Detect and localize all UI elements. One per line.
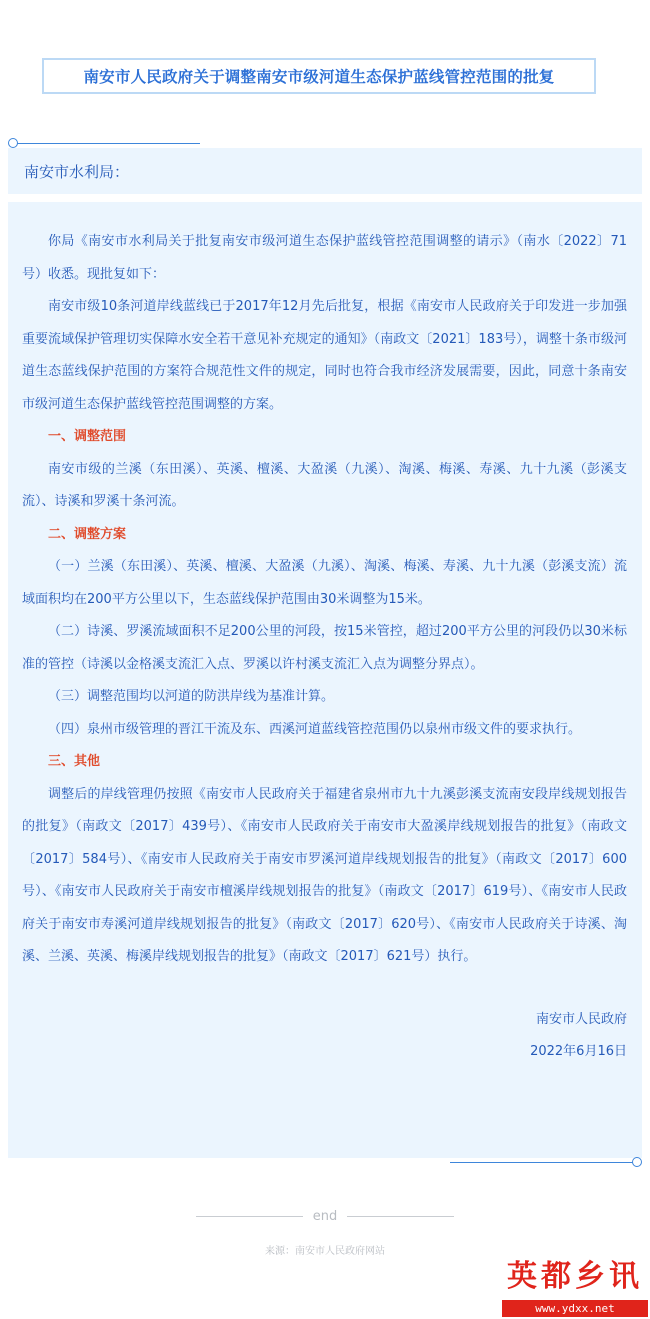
end-divider (196, 1207, 454, 1225)
section-heading-other: 三、其他 (48, 754, 101, 769)
site-watermark-logo (500, 1260, 650, 1319)
paragraph-other: 调整后的岸线管理仍按照《南安市人民政府关于福建省泉州市九十九溪彭溪支流南安段岸线规划报告的批复》（南政文〔2017〕439号）、《南安市人民政府关于南安市大盈溪岸线规划报告的批复》（南政文〔2017〕584号）、《南安市人民政府关于南安市罗溪河道岸线规划报告的批复》（南政文〔2017〕600号）、《南安市人民政府关于南安市檀溪岸线规划报告的批复》（南政文〔2017〕619号）、《南安市人民政府关于南安市寿溪河道岸线规划报告的批复》（南政文〔2017〕620号）、《南安市人民政府关于诗溪、淘溪、兰溪、英溪、梅溪岸线规划报告的批复》（南政文〔2017〕621号）执行。 (22, 786, 627, 964)
paragraph-background: 南安市级10条河道岸线蓝线已于2017年12月先后批复，根据《南安市人民政府关于印发进一步加强重要流域保护管理切实保障水安全若干意见补充规定的通知》（南政文〔2021〕183号），调整十条市级河道生态蓝线保护范围的方案符合规范性文件的规定，同时也符合我市经济发展需要，因此，同意十条南安市级河道生态保护蓝线管控范围调整的方案。 (22, 299, 627, 412)
divider (450, 1162, 633, 1163)
document-body (8, 202, 642, 1158)
decorative-line-bottom (450, 1157, 642, 1167)
section-heading-plan: 二、调整方案 (48, 526, 127, 542)
paragraph-intro: 你局《南安市水利局关于批复南安市级河道生态保护蓝线管控范围调整的请示》（南水〔2022〕71号）收悉。现批复如下： (22, 234, 627, 282)
document-title-box (42, 58, 596, 94)
signature-org: 南安市人民政府 (535, 1011, 627, 1027)
source-credit: 来源：南安市人民政府网站 (265, 1246, 385, 1257)
paragraph-plan-3: （三）调整范围均以河道的防洪岸线为基准计算。 (48, 689, 335, 704)
divider (17, 143, 200, 144)
end-label: end (312, 1208, 338, 1224)
addressee: 南安市水利局： (24, 162, 130, 181)
divider (347, 1216, 454, 1217)
signature-date: 2022年6月16日 (530, 1044, 627, 1059)
circle-icon (632, 1157, 642, 1167)
watermark-title: 英都乡讯 (507, 1259, 643, 1294)
paragraph-plan-1: （一）兰溪（东田溪）、英溪、檀溪、大盈溪（九溪）、淘溪、梅溪、寿溪、九十九溪（彭溪支流）流域面积均在200平方公里以下，生态蓝线保护范围由30米调整为15米。 (22, 559, 627, 607)
divider (196, 1216, 303, 1217)
paragraph-plan-4: （四）泉州市级管理的晋江干流及东、西溪河道蓝线管控范围仍以泉州市级文件的要求执行。 (48, 721, 582, 737)
paragraph-scope: 南安市级的兰溪（东田溪）、英溪、檀溪、大盈溪（九溪）、淘溪、梅溪、寿溪、九十九溪（彭溪支流）、诗溪和罗溪十条河流。 (22, 461, 627, 509)
addressee-panel (8, 148, 642, 194)
watermark-url: www.ydxx.net (502, 1300, 648, 1317)
document-title: 南安市人民政府关于调整南安市级河道生态保护蓝线管控范围的批复 (83, 68, 555, 86)
decorative-line-top (8, 138, 200, 148)
paragraph-plan-2: （二）诗溪、罗溪流域面积不足200公里的河段，按15米管控，超过200平方公里的河段仍以30米标准的管控（诗溪以金格溪支流汇入点、罗溪以许村溪支流汇入点为调整分界点）。 (22, 624, 627, 672)
section-heading-scope: 一、调整范围 (48, 429, 127, 444)
